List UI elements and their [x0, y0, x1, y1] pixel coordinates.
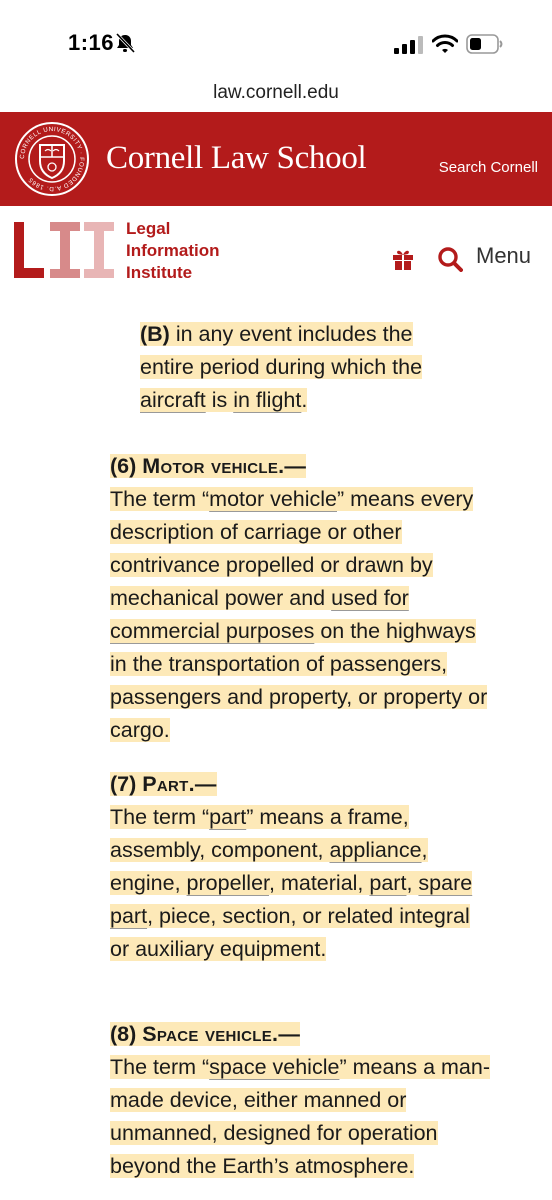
defined-term-link[interactable]: used for commercial purposes [110, 586, 409, 643]
text-segment: ” means a frame, assembly, component, [110, 805, 409, 862]
menu-button[interactable]: Menu [476, 243, 532, 268]
defined-term-link[interactable]: part [209, 805, 247, 829]
defined-term-link[interactable]: part [369, 871, 407, 895]
text-segment: , engine, [110, 838, 428, 895]
paragraph-7-part [110, 768, 490, 966]
cornell-law-school-title[interactable]: Cornell Law School [106, 140, 367, 176]
lii-name-line1: Legal [126, 219, 171, 238]
defined-term-link[interactable]: appliance [329, 838, 422, 862]
lii-header [0, 206, 552, 296]
paragraph-heading: Motor vehicle.— [142, 454, 307, 478]
lii-name-line2: Information [126, 241, 220, 260]
defined-term-link[interactable]: space vehicle [209, 1055, 340, 1079]
text-segment: , [406, 871, 413, 895]
paragraph-8-space-vehicle [110, 1018, 490, 1183]
search-cornell-link[interactable]: Search Cornell [438, 159, 538, 176]
subparagraph-number: (B) [140, 322, 170, 346]
text-segment: , piece, section, or related integral or auxiliary equipment. [110, 904, 470, 961]
subparagraph-b [140, 318, 470, 417]
status-bar [0, 0, 552, 80]
defined-term-link[interactable]: motor vehicle [209, 487, 338, 511]
paragraph-heading: Part.— [142, 772, 217, 796]
text-segment: The term “ [110, 487, 210, 511]
defined-term-link[interactable]: propeller [186, 871, 270, 895]
defined-term-link[interactable]: spare part [110, 871, 473, 928]
gift-icon[interactable] [392, 248, 414, 270]
paragraph-number: (8) [110, 1022, 137, 1046]
seal-text: CORNELL UNIVERSITY · FOUNDED A.D. 1865 [18, 125, 86, 193]
text-segment: in any event includes the entire period during which the [140, 322, 423, 379]
search-icon[interactable] [437, 246, 463, 272]
url-bar[interactable]: law.cornell.edu [213, 82, 339, 103]
bell-slash-icon [114, 33, 136, 53]
statute-content [0, 318, 552, 1200]
text-segment: , material, [269, 871, 364, 895]
text-segment: on the highways in the transportation of passengers, passengers and property, or property or cargo. [110, 619, 488, 742]
lii-name-line3: Institute [126, 263, 193, 282]
defined-term-link[interactable]: aircraft [140, 388, 206, 412]
lii-name[interactable] [126, 218, 220, 284]
text-segment: The term “ [110, 1055, 210, 1079]
paragraph-number: (6) [110, 454, 137, 478]
text-segment: . [301, 388, 308, 412]
paragraph-heading: Space vehicle.— [142, 1022, 301, 1046]
paragraph-6-motor-vehicle [110, 450, 490, 747]
paragraph-number: (7) [110, 772, 137, 796]
text-segment: ” means a man-made device, either manned or unmanned, designed for operation beyond the Earth’s atmosphere. [110, 1055, 490, 1178]
cornell-banner [0, 112, 552, 206]
battery-icon [466, 33, 504, 55]
text-segment: The term “ [110, 805, 210, 829]
status-time: 1:16 [68, 30, 115, 55]
wifi-icon [432, 34, 458, 54]
cellular-signal-icon [394, 36, 424, 54]
lii-logo-icon[interactable] [14, 220, 114, 280]
text-segment: ” means every description of carriage or other contrivance propelled or drawn by mechanical power and [110, 487, 474, 610]
defined-term-link[interactable]: in flight [233, 388, 302, 412]
cornell-seal-icon[interactable] [14, 121, 90, 197]
text-segment: is [211, 388, 228, 412]
